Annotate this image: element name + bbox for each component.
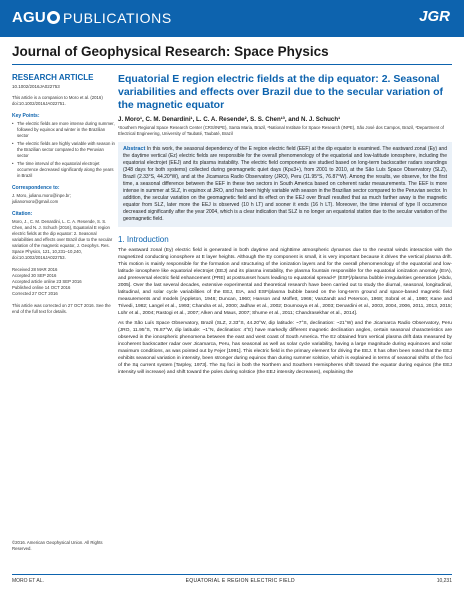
dates bbox=[12, 267, 115, 297]
abstract bbox=[118, 142, 452, 227]
body-text bbox=[118, 247, 452, 376]
main-column bbox=[118, 73, 452, 376]
date-accepted: Accepted 30 SEP 2016 bbox=[12, 273, 57, 278]
section-heading: 1. Introduction bbox=[118, 235, 169, 244]
agu-publications-logo bbox=[12, 9, 172, 26]
page-footer bbox=[12, 574, 452, 584]
abstract-text: In this work, the seasonal dependency of the E region electric field (EEF) at the dip equator is examined. The eastward zonal (Ey) and the daytime vertical (Ez) electric fields are responsible for the overall phenomenology of the equatorial and low-latitude ionosphere, including the equatorial electrojet (EEJ) and its plasma instability. The electric field components are studied based on long-term backscatter radars soundings (348 days for both systems) collected during geomagnetic quiet days (Kp≤3+), from 2001 to 2010, at the São Luís Space Observatory (SLZ), Brazil (2.33°S, 44.20°W), and at the Jicamarca Radio Observatory (JRO), Peru (11.95°S, 76.87°W). Among the results, we observe, for the first time, a seasonal difference between the EEF in these two sectors in South America based on coherent radar measurements. The EEF is more intense in summer at SLZ, in equinox at JRO, and has been highly variable with season in the Brazilian sector compared to the Peruvian sector. In addition, the secular variation on the geomagnetic field and its effect on the EEJ over Brazil resulted that as much farther away is the magnetic equator from SLZ, later more the EEJ is observed (10 h LT) and sooner it ends (16 h LT). Moreover, the time interval of type II occurrence decreased significantly after the year 2004, which is a clear indication that SLZ is no longer an equatorial station due to the secular variation of the geomagnetic field. bbox=[123, 146, 447, 222]
authors: J. Moro¹, C. M. Denardini¹, L. C. A. Resende², S. S. Chen¹³, and N. J. Schuch¹ bbox=[118, 116, 341, 123]
correspondence-heading: Correspondence to: bbox=[12, 185, 60, 191]
key-points-heading: Key Points: bbox=[12, 113, 40, 119]
publications-text: PUBLICATIONS bbox=[62, 9, 172, 26]
correction-note: This article was corrected on 27 OCT 2016. See the end of the full text for details. bbox=[12, 303, 111, 314]
correspondence[interactable]: J. Moro, juliano.moro@inpe.br; julianomoro@gmail.com bbox=[12, 193, 71, 204]
date-published: Published online 14 OCT 2016 bbox=[12, 285, 71, 290]
paragraph: The eastward zonal (Ey) electric field is generated in both daytime and nighttime atmospheric dynamos due to the neutral winds interaction with the magnetized conducting ionosphere at E layer heights. Although the Ey component is small, it is very important because it drives the vertical plasma drift. This motion is mainly responsible for the formation and structuring of the ionization layers and for the overall phenomenology of the equatorial and low-latitude ionosphere like equatorial electrojet (EEJ) and its plasma instability, the plasma fountain responsible for the equatorial ionization anomaly (EIA), and prereversal electric field enhancement (PRE) at postsunset hours leading to equatorial spread-F (ESF)/plasma bubble irregularities generation [Abdu, 2005]. Over the last several decades, extensive experimental and theoretical research have been carried out to study the diurnal, seasonal, longitudinal, latitudinal, and solar cycle variabilities of the EEJ, EIA, and ESF/plasma bubble based on the long-term ground and space-based magnetic field measurements and models [Appleton, 1946; Duncan, 1960; Hanson and Moffett, 1966; VanZandt and Peterson, 1968; Sobral et al., 1980; Kane and Trivedi, 1982; Langel et al., 1993; Chandra et al., 2000; Jadhav et al., 2002; Doumouya et al., 2003; Denardini et al., 2003, 2004, 2006, 2011, 2013, 2015; Lühr et al., 2004; Rastogi et al., 2007; Alken and Maus, 2007; Shume et al., 2011; Chandrasekhar et al., 2014]. bbox=[118, 248, 452, 316]
jgr-logo: JGR bbox=[419, 8, 450, 25]
footer-running-title: EQUATORIAL E REGION ELECTRIC FIELD bbox=[185, 578, 295, 584]
journal-title: Journal of Geophysical Research: Space Physics bbox=[12, 44, 329, 59]
paper-title: Equatorial E region electric fields at the dip equator: 2. Seasonal variabilities and effects over Brazil due to the secular variation of the magnetic equator bbox=[118, 73, 444, 111]
paragraph: As the São Luís Space Observatory, Brazil (SLZ, 2.33°S, 44.20°W, dip latitude: ~7°S, declination: ~21°W) and the Jicamarca Radio Observatory, Peru (JRO, 11.95°S, 76.87°W, dip latitude: ~1°N, declination: 4°E) have markedly different magnetic declination angles, certain seasonal characteristics are observed in the ionospheric phenomena between the east and west coast of South America. The Ez obtained from vertical plasma drift data measured by incoherent backscatter radar over Jicamarca, Peru, has seasonal as well as solar cycle variability, having a large magnitude during equinoxes and solar maximum conditions, as was pointed out by Fejer [1991]. This electric field is the primary element for driving the EEJ. It has often been noted that the EEJ exhibits seasonal variation in intensity, been stronger during equinox than during summer solstice, which is explained in terms of seasonal shifts of the foci of the Sq current system [Tarpley, 1973]. The Sq foci in both the Northern and Southern Hemispheres shift toward the equator during equinox (the EEJ intensity will increase) and shift toward the poles during solstice (the EEJ intensity decreases), explaining the bbox=[118, 321, 452, 375]
key-point: • The time interval of the equatorial electrojet occurrence decreased significantly along the years in Brazil bbox=[12, 161, 115, 179]
agu-text: AGU bbox=[12, 9, 46, 26]
left-sidebar bbox=[12, 73, 115, 321]
footer-authors: MORO ET AL. bbox=[12, 578, 44, 584]
affiliations: ¹Southern Regional Space Research Center (CRS/INPE), Santa Maria, Brazil, ²National Institute for Space Research (INPE), São José dos Campos, Brazil, ³Department of Electrical Engineering, University of Taubaté, Taubaté, Brazil bbox=[118, 125, 444, 136]
header-divider bbox=[12, 64, 452, 65]
article-type: RESEARCH ARTICLE bbox=[12, 73, 94, 82]
key-point: • The electric fields are more intense during summer, followed by equinox and winter in the Brazilian sector bbox=[12, 121, 115, 139]
doi[interactable]: 10.1002/2016JA022753 bbox=[12, 84, 60, 89]
companion-note: This article is a companion to Moro et al. (2016) doi:10.1002/2016JA022751. bbox=[12, 95, 103, 106]
citation: Moro, J., C. M. Denardini, L. C. A. Resende, S. S. Chen, and N. J. Schuch (2016), Equatorial E region electric fields at the dip equator: 2. Seasonal variabilities and effects over Brazil due to the secular variation of the magnetic equator, J. Geophys. Res. Space Physics, 121, 10,231–10,240, doi:10.1002/2016JA022753. bbox=[12, 219, 113, 260]
citation-heading: Citation: bbox=[12, 211, 33, 217]
date-accepted-online: Accepted article online 23 SEP 2016 bbox=[12, 279, 82, 284]
copyright: ©2016. American Geophysical Union. All Rights Reserved. bbox=[12, 540, 103, 551]
page-number: 10,231 bbox=[436, 578, 452, 584]
header-bar bbox=[0, 0, 464, 37]
date-received: Received 28 MAR 2016 bbox=[12, 267, 58, 272]
key-points-list bbox=[12, 121, 115, 179]
key-point: • The electric fields are highly variable with season in the Brazilian sector compared to the Peruvian sector bbox=[12, 141, 115, 159]
date-corrected: Corrected 27 OCT 2016 bbox=[12, 291, 58, 296]
globe-icon bbox=[47, 11, 60, 24]
abstract-label: Abstract bbox=[123, 146, 146, 152]
